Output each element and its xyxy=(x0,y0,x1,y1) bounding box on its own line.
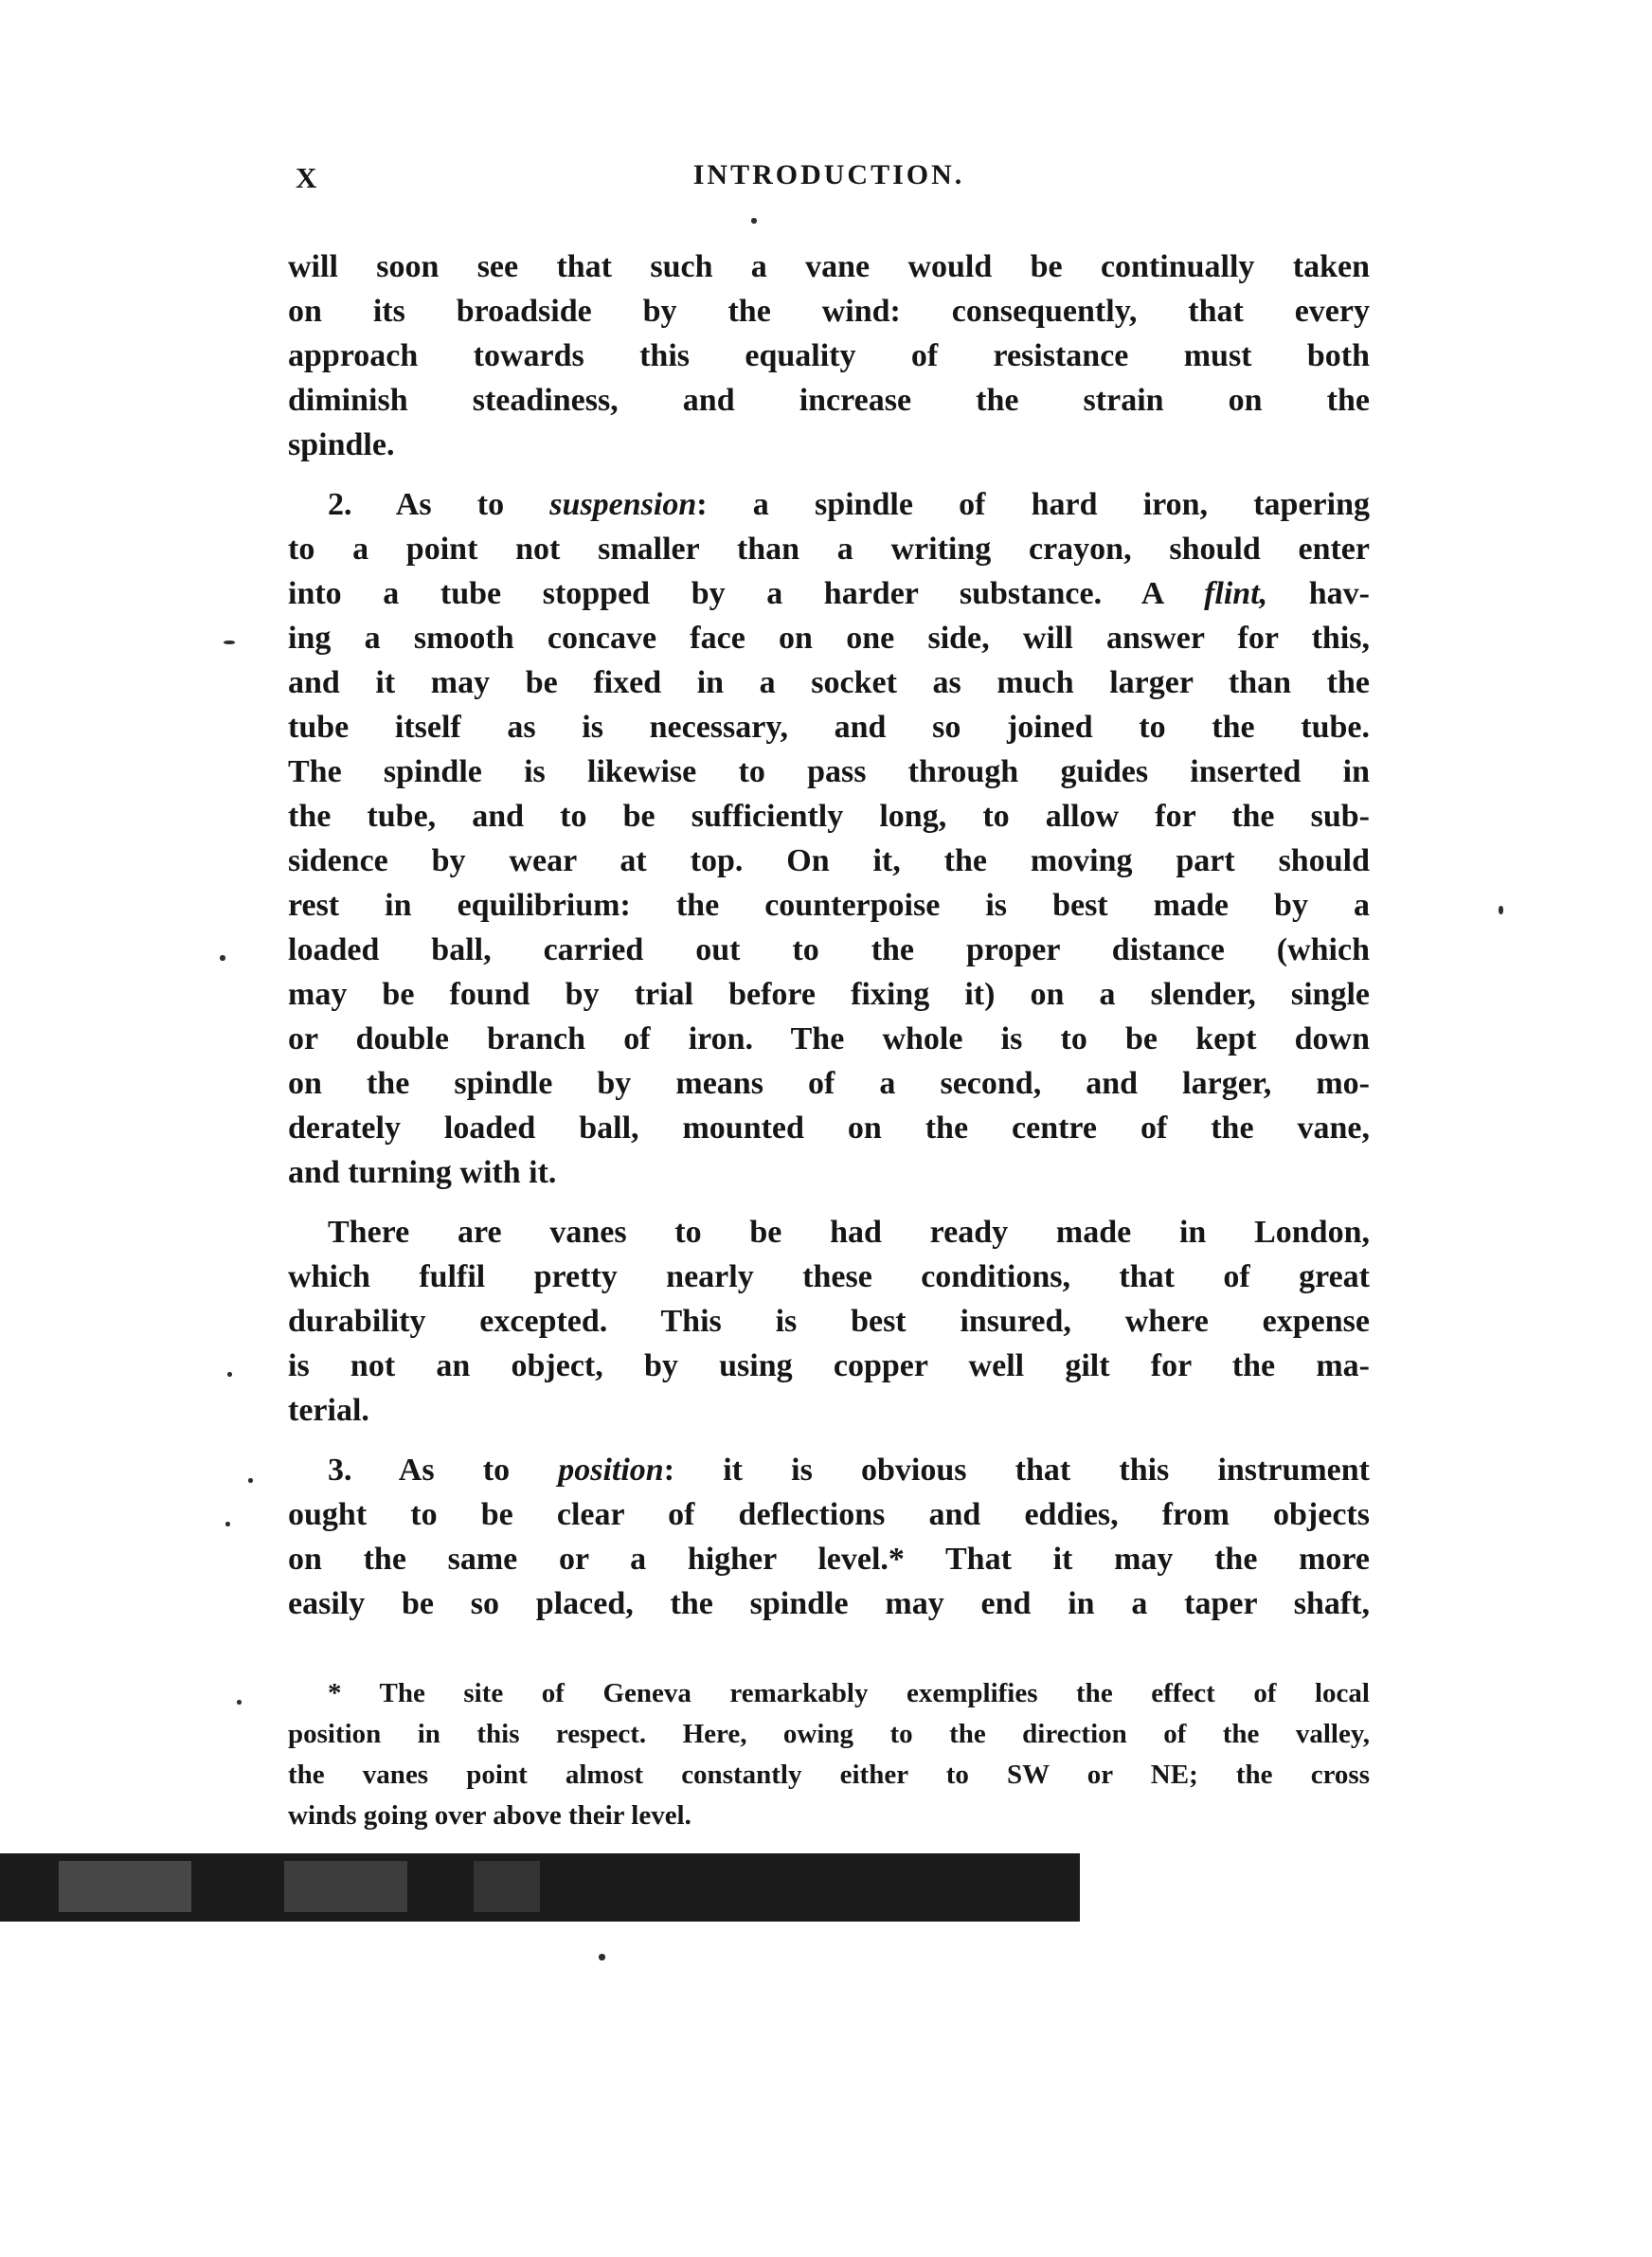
text-line xyxy=(288,1755,1370,1796)
text-line xyxy=(288,289,1370,334)
text-line xyxy=(288,571,1370,616)
text-line xyxy=(288,616,1370,660)
text-segment: which fulfil pretty nearly these conditions, that of great xyxy=(288,1259,1370,1294)
text-line xyxy=(288,1581,1370,1626)
scan-speck xyxy=(248,1478,253,1483)
text-segment: position in this respect. Here, owing to the direction of the valley, xyxy=(288,1719,1370,1749)
text-line xyxy=(288,1299,1370,1344)
paragraph xyxy=(288,1210,1370,1433)
text-line xyxy=(288,749,1370,794)
text-line xyxy=(288,1714,1370,1755)
text-line xyxy=(288,883,1370,928)
italic-text: suspension xyxy=(549,487,697,522)
text-line xyxy=(288,1448,1370,1492)
text-line xyxy=(288,1255,1370,1299)
text-segment: 3. As to xyxy=(328,1453,559,1488)
scan-speck xyxy=(751,218,757,224)
text-line xyxy=(288,527,1370,571)
text-segment: winds going over above their level. xyxy=(288,1800,691,1831)
text-segment: sidence by wear at top. On it, the moving part should xyxy=(288,843,1370,878)
text-line xyxy=(288,1492,1370,1537)
text-segment: the tube, and to be sufficiently long, to allow for the sub- xyxy=(288,799,1370,834)
scan-artifact-block xyxy=(284,1861,407,1912)
text-line xyxy=(288,1344,1370,1388)
text-segment: and turning with it. xyxy=(288,1155,557,1190)
text-segment: * The site of Geneva remarkably exemplifies the effect of local xyxy=(328,1678,1370,1708)
text-segment: : a spindle of hard iron, tapering xyxy=(696,487,1370,522)
text-line xyxy=(288,839,1370,883)
page-number: X xyxy=(296,161,318,194)
running-head: INTRODUCTION. xyxy=(692,159,965,190)
text-line xyxy=(288,244,1370,289)
text-segment: tube itself as is necessary, and so joined to the tube. xyxy=(288,710,1370,745)
scan-artifact-band xyxy=(0,1853,1080,1922)
text-line xyxy=(288,1106,1370,1150)
text-segment: to a point not smaller than a writing crayon, should enter xyxy=(288,532,1370,567)
scan-speck xyxy=(227,1372,232,1377)
scan-speck xyxy=(224,641,235,644)
italic-text: flint, xyxy=(1204,576,1268,611)
text-line xyxy=(288,1388,1370,1433)
text-line xyxy=(288,928,1370,972)
text-segment: may be found by trial before fixing it) on a slender, single xyxy=(288,977,1370,1012)
text-line xyxy=(288,1150,1370,1195)
italic-text: position xyxy=(558,1453,664,1488)
scan-artifact-block xyxy=(474,1861,540,1912)
text-line xyxy=(288,1796,1370,1836)
text-segment: rest in equilibrium: the counterpoise is best made by a xyxy=(288,888,1370,923)
scan-speck xyxy=(599,1954,605,1960)
text-line xyxy=(288,972,1370,1017)
text-segment: 2. As to xyxy=(328,487,550,522)
footnote-paragraph xyxy=(288,1673,1370,1836)
scan-speck xyxy=(225,1522,230,1526)
text-line xyxy=(288,482,1370,527)
paragraph xyxy=(288,1448,1370,1626)
text-line xyxy=(288,660,1370,705)
text-segment: : it is obvious that this instrument xyxy=(663,1453,1370,1488)
text-line xyxy=(288,378,1370,423)
scan-speck xyxy=(220,955,225,961)
text-line xyxy=(288,1210,1370,1255)
text-line xyxy=(288,1017,1370,1061)
text-segment: into a tube stopped by a harder substance. A xyxy=(288,576,1205,611)
body-text xyxy=(288,244,1370,1836)
text-segment: approach towards this equality of resistance must both xyxy=(288,338,1370,373)
text-segment: or double branch of iron. The whole is to be kept down xyxy=(288,1021,1370,1056)
paragraph xyxy=(288,244,1370,467)
text-line xyxy=(288,334,1370,378)
text-segment: on its broadside by the wind: consequently, that every xyxy=(288,294,1370,329)
text-line xyxy=(288,1061,1370,1106)
text-segment: ing a smooth concave face on one side, will answer for this, xyxy=(288,621,1370,656)
text-segment: diminish steadiness, and increase the strain on the xyxy=(288,383,1370,418)
text-line xyxy=(288,1673,1370,1714)
text-segment: is not an object, by using copper well gilt for the ma- xyxy=(288,1348,1370,1383)
text-segment: derately loaded ball, mounted on the centre of the vane, xyxy=(288,1110,1370,1146)
text-line xyxy=(288,705,1370,749)
text-segment: and it may be fixed in a socket as much larger than the xyxy=(288,665,1370,700)
page-header xyxy=(288,159,1370,207)
text-segment: durability excepted. This is best insured, where expense xyxy=(288,1304,1370,1339)
text-segment: on the same or a higher level.* That it may the more xyxy=(288,1542,1370,1577)
scan-artifact-block xyxy=(59,1861,191,1912)
text-line xyxy=(288,794,1370,839)
text-segment: hav- xyxy=(1267,576,1370,611)
scan-speck xyxy=(237,1700,242,1705)
text-line xyxy=(288,423,1370,467)
text-segment: The spindle is likewise to pass through guides inserted in xyxy=(288,754,1370,789)
text-segment: ought to be clear of deflections and eddies, from objects xyxy=(288,1497,1370,1532)
text-segment: terial. xyxy=(288,1393,369,1428)
scan-speck xyxy=(1499,906,1503,914)
text-segment: easily be so placed, the spindle may end in a taper shaft, xyxy=(288,1586,1370,1621)
text-segment: the vanes point almost constantly either to SW or NE; the cross xyxy=(288,1760,1370,1790)
text-segment: There are vanes to be had ready made in London, xyxy=(328,1215,1370,1250)
text-segment: spindle. xyxy=(288,427,395,462)
text-line xyxy=(288,1537,1370,1581)
text-segment: on the spindle by means of a second, and larger, mo- xyxy=(288,1066,1370,1101)
text-segment: will soon see that such a vane would be continually taken xyxy=(288,249,1370,284)
text-segment: loaded ball, carried out to the proper distance (which xyxy=(288,932,1370,967)
paragraph xyxy=(288,482,1370,1195)
